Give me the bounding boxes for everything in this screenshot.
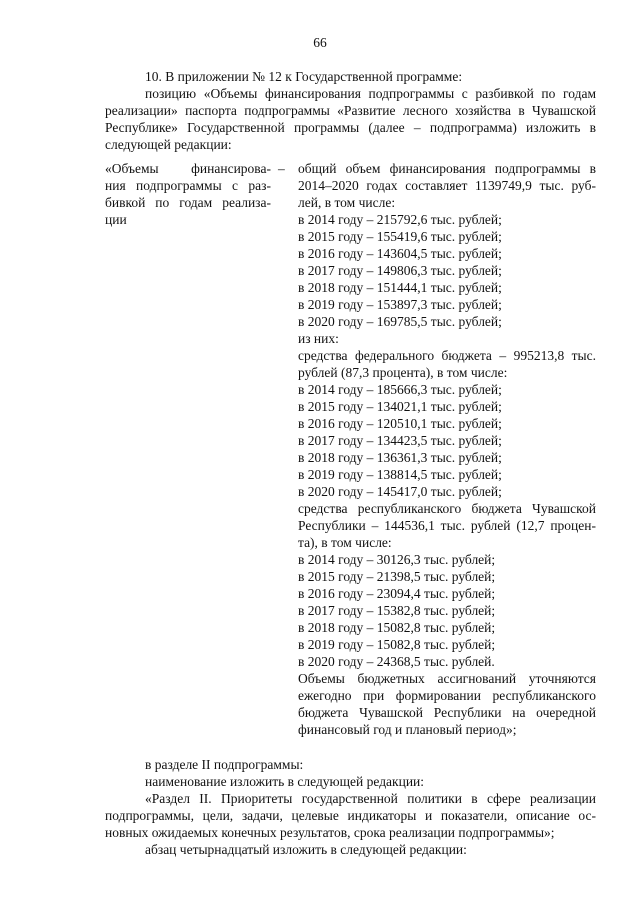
value-line: та), в том числе:	[298, 535, 392, 550]
value-line: средства республиканского бюджета Чувашской	[298, 501, 596, 516]
value-line: в 2015 году – 21398,5 тыс. рублей;	[298, 569, 496, 584]
section-line: в разделе II подпрограммы:	[145, 757, 304, 772]
intro-line: реализации» паспорта подпрограммы «Развитие лесного хозяйства в Чувашской	[105, 103, 596, 118]
value-line: в 2018 году – 151444,1 тыс. рублей;	[298, 280, 502, 295]
value-line: в 2020 году – 145417,0 тыс. рублей;	[298, 484, 502, 499]
value-line: в 2018 году – 136361,3 тыс. рублей;	[298, 450, 502, 465]
value-line: в 2019 году – 138814,5 тыс. рублей;	[298, 467, 502, 482]
intro-line: Республике» Государственной программы (далее – подпрограмма) изложить в	[105, 120, 596, 135]
passport-label-line: «Объемы финансирова-	[105, 161, 271, 176]
value-line: средства федерального бюджета – 995213,8 тыс.	[298, 348, 596, 363]
passport-label-line: ния подпрограммы с раз-	[105, 178, 271, 193]
value-line: в 2017 году – 134423,5 тыс. рублей;	[298, 433, 502, 448]
value-line: в 2020 году – 169785,5 тыс. рублей;	[298, 314, 502, 329]
page-number: 66	[313, 35, 327, 50]
value-line: в 2015 году – 134021,1 тыс. рублей;	[298, 399, 502, 414]
value-line: в 2019 году – 153897,3 тыс. рублей;	[298, 297, 502, 312]
value-line: в 2017 году – 15382,8 тыс. рублей;	[298, 603, 496, 618]
value-line: лей, в том числе:	[298, 195, 396, 210]
value-line: финансовый год и плановый период»;	[298, 722, 517, 737]
section-line: наименование изложить в следующей редакции:	[145, 774, 425, 789]
value-line: в 2014 году – 30126,3 тыс. рублей;	[298, 552, 496, 567]
value-line: в 2016 году – 120510,1 тыс. рублей;	[298, 416, 502, 431]
value-line: в 2016 году – 23094,4 тыс. рублей;	[298, 586, 496, 601]
amendment-item-heading: 10. В приложении № 12 к Государственной программе:	[145, 69, 463, 84]
section-line: новных ожидаемых конечных результатов, срока реализации подпрограммы»;	[105, 825, 555, 840]
value-line: в 2015 году – 155419,6 тыс. рублей;	[298, 229, 502, 244]
intro-line: позицию «Объемы финансирования подпрограммы с разбивкой по годам	[145, 86, 596, 101]
value-line: в 2019 году – 15082,8 тыс. рублей;	[298, 637, 496, 652]
value-line: из них:	[298, 331, 339, 346]
value-line: в 2017 году – 149806,3 тыс. рублей;	[298, 263, 502, 278]
value-line: бюджета Чувашской Республики на очередной	[298, 705, 596, 720]
section-line: абзац четырнадцатый изложить в следующей редакции:	[145, 842, 467, 857]
value-line: в 2020 году – 24368,5 тыс. рублей.	[298, 654, 495, 669]
section-line: подпрограммы, цели, задачи, целевые индикаторы и показатели, описание ос-	[105, 808, 596, 823]
value-line: в 2014 году – 185666,3 тыс. рублей;	[298, 382, 502, 397]
value-line: Республики – 144536,1 тыс. рублей (12,7 процен-	[298, 518, 596, 533]
value-line: ежегодно при формировании республиканского	[298, 688, 596, 703]
value-line: Объемы бюджетных ассигнований уточняются	[298, 671, 596, 686]
value-line: в 2018 году – 15082,8 тыс. рублей;	[298, 620, 496, 635]
value-line: 2014–2020 годах составляет 1139749,9 тыс. руб-	[298, 178, 596, 193]
value-line: рублей (87,3 процента), в том числе:	[298, 365, 508, 380]
value-line: в 2014 году – 215792,6 тыс. рублей;	[298, 212, 502, 227]
intro-line: следующей редакции:	[105, 137, 232, 152]
value-line: общий объем финансирования подпрограммы в	[298, 161, 596, 176]
section-line: «Раздел II. Приоритеты государственной политики в сфере реализации	[145, 791, 596, 806]
value-line: в 2016 году – 143604,5 тыс. рублей;	[298, 246, 502, 261]
passport-label-line: ции	[105, 212, 127, 227]
passport-label-line: бивкой по годам реализа-	[105, 195, 271, 210]
passport-dash: –	[278, 161, 285, 176]
